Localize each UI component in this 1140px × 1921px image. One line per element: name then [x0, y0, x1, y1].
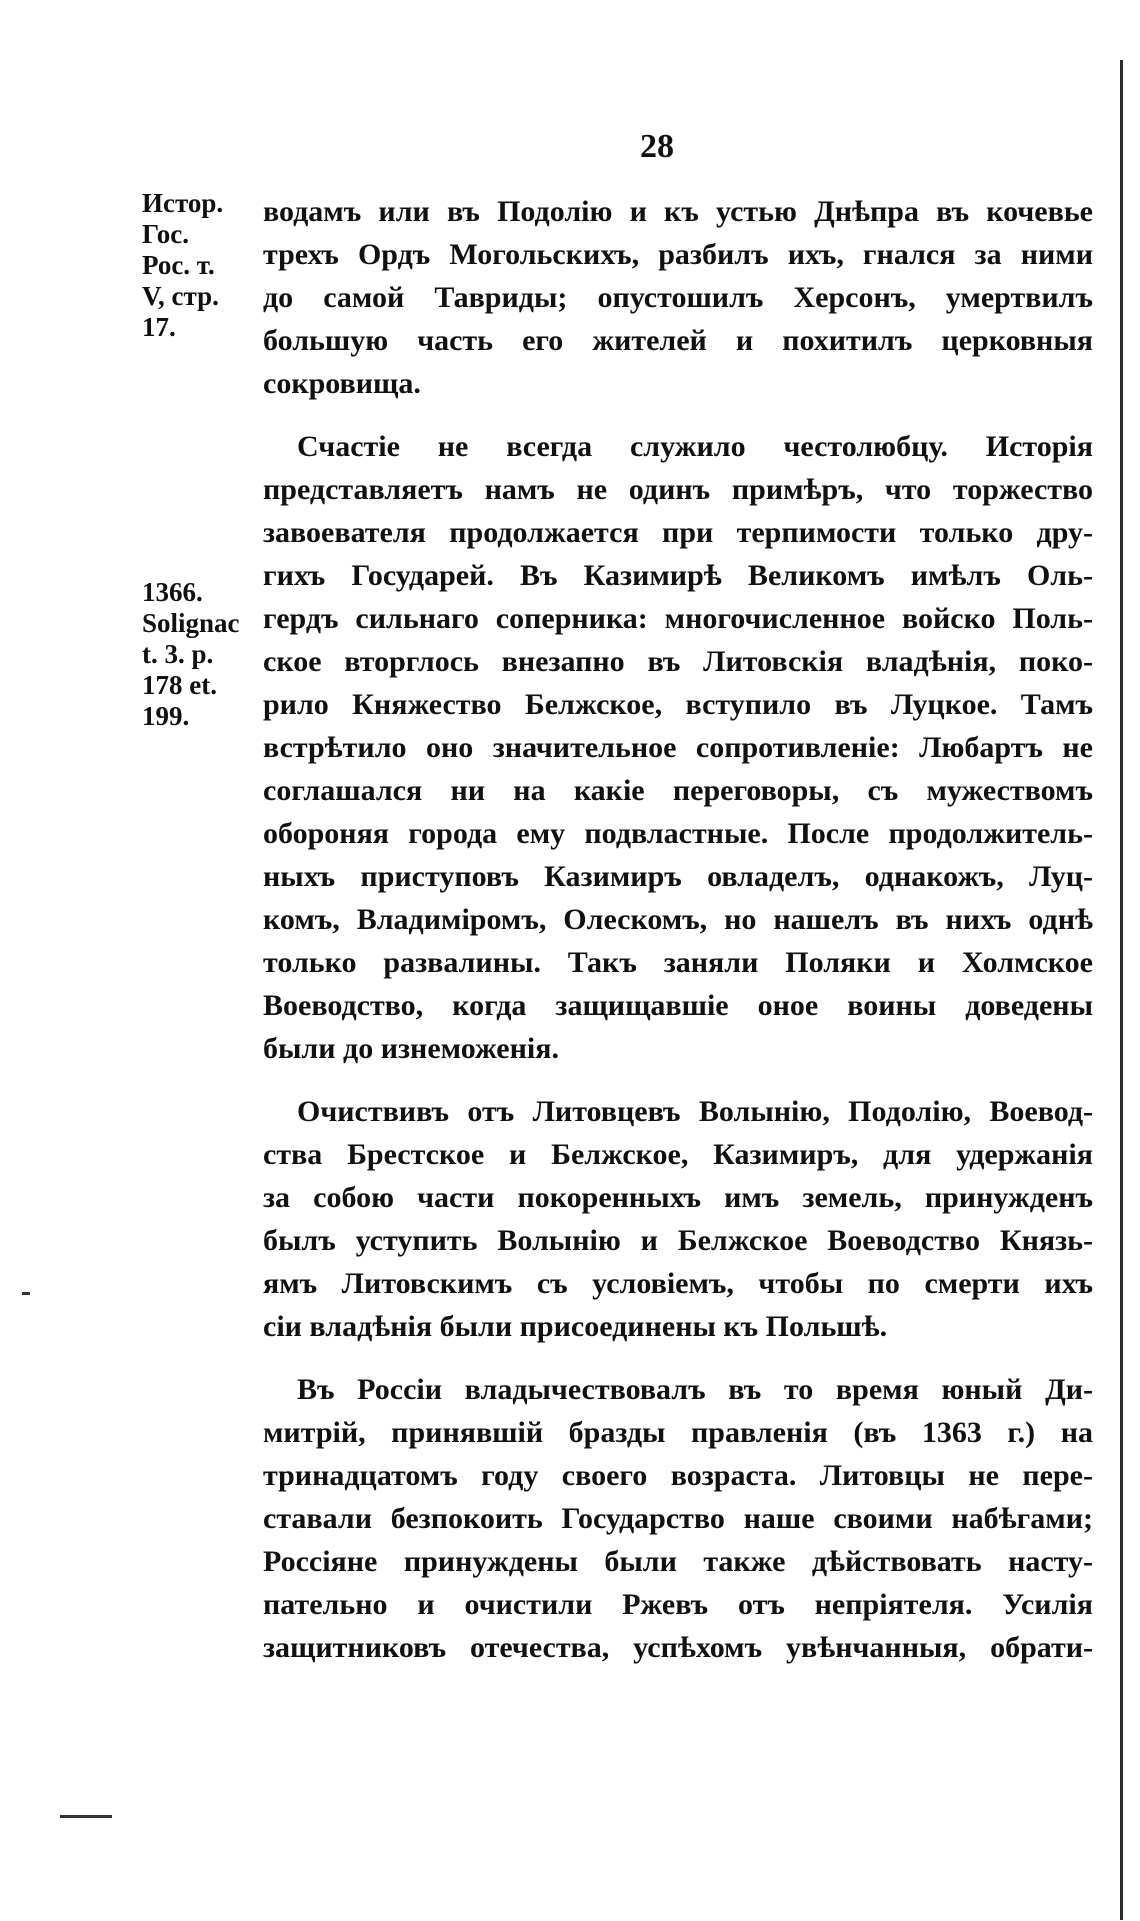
margin-note-line: V, стр. — [142, 281, 219, 311]
margin-note-line: Solignac — [142, 608, 240, 638]
text-line: трехъ Ордъ Могольскихъ, разбилъ ихъ, гнался за ними — [263, 238, 1093, 271]
page-number: 28 — [640, 128, 674, 165]
paragraph — [263, 425, 1093, 1070]
text-line: гердъ сильнаго соперника: многочисленное войско Поль- — [263, 602, 1093, 635]
text-line: рило Княжество Белжское, вступило въ Луцкое. Тамъ — [263, 688, 1093, 721]
margin-note-line: Истор. — [142, 188, 224, 218]
page-edge-rule — [1120, 60, 1123, 1920]
margin-note-line: Рос. т. — [142, 250, 215, 280]
text-line: большую часть его жителей и похитилъ церковныя — [263, 324, 1093, 357]
paragraph — [263, 1090, 1093, 1348]
text-line: Счастіе не всегда служило честолюбцу. Исторія — [297, 430, 1093, 463]
text-line: гихъ Государей. Въ Казимирѣ Великомъ имѣлъ Оль- — [263, 559, 1093, 592]
text-line: тринадцатомъ году своего возраста. Литовцы не пере- — [263, 1459, 1093, 1492]
text-line: ское вторглось внезапно въ Литовскія владѣнія, поко- — [263, 645, 1093, 678]
text-line: ямъ Литовскимъ съ условіемъ, чтобы по смерти ихъ — [263, 1267, 1093, 1300]
text-line: пательно и очистили Ржевъ отъ непріятеля. Усилія — [263, 1588, 1093, 1621]
text-line: комъ, Владиміромъ, Олескомъ, но нашелъ въ нихъ однѣ — [263, 903, 1093, 936]
text-line: Очиствивъ отъ Литовцевъ Волынію, Подолію, Воевод- — [297, 1095, 1093, 1128]
text-line: Воеводство, когда защищавшіе оное воины доведены — [263, 989, 1093, 1022]
text-line: были до изнеможенія. — [263, 1032, 559, 1065]
text-line: представляетъ намъ не одинъ примѣръ, что торжество — [263, 473, 1093, 506]
margin-note-line: t. 3. p. — [142, 639, 214, 669]
text-line: встрѣтило оно значительное сопротивленіе: Любартъ не — [263, 731, 1093, 764]
margin-mark — [22, 1292, 30, 1295]
margin-note — [142, 188, 223, 343]
text-line: обороняя города ему подвластные. После продолжитель- — [263, 817, 1093, 850]
text-line: ныхъ приступовъ Казимиръ овладелъ, однакожъ, Луц- — [263, 860, 1093, 893]
text-line: Въ Россіи владычествовалъ въ то время юный Ди- — [297, 1373, 1093, 1406]
margin-note-line: 178 et. — [142, 670, 217, 700]
paragraph — [263, 190, 1093, 405]
margin-note-line: 1366. — [142, 577, 203, 607]
text-line: былъ уступить Волынію и Белжское Воеводство Князь- — [263, 1224, 1093, 1257]
text-line: митрій, принявшій бразды правленія (въ 1363 г.) на — [263, 1416, 1093, 1449]
text-line: соглашался ни на какіе переговоры, съ мужествомъ — [263, 774, 1093, 807]
text-line: водамъ или въ Подолію и къ устью Днѣпра въ кочевье — [263, 195, 1093, 228]
text-line: завоевателя продолжается при терпимости только дру- — [263, 516, 1093, 549]
text-line: Россіяне принуждены были также дѣйствовать насту- — [263, 1545, 1093, 1578]
text-line: только развалины. Такъ заняли Поляки и Холмское — [263, 946, 1093, 979]
text-line: до самой Тавриды; опустошилъ Херсонъ, умертвилъ — [263, 281, 1093, 314]
main-text-column — [263, 190, 1093, 1669]
text-line: сокровища. — [263, 367, 421, 400]
text-line: сіи владѣнія были присоединены къ Польшѣ. — [263, 1310, 888, 1343]
text-line: ставали безпокоить Государство наше своими набѣгами; — [263, 1502, 1093, 1535]
text-line: ства Брестское и Белжское, Казимиръ, для удержанія — [263, 1138, 1093, 1171]
paragraph — [263, 1368, 1093, 1669]
margin-mark — [60, 1815, 112, 1818]
margin-note-line: Гос. — [142, 219, 190, 249]
margin-note-line: 17. — [142, 312, 176, 342]
text-line: защитниковъ отечества, успѣхомъ увѣнчанныя, обрати- — [263, 1631, 1093, 1664]
margin-note-line: 199. — [142, 701, 190, 731]
margin-note — [142, 577, 240, 732]
text-line: за собою части покоренныхъ имъ земель, принужденъ — [263, 1181, 1093, 1214]
